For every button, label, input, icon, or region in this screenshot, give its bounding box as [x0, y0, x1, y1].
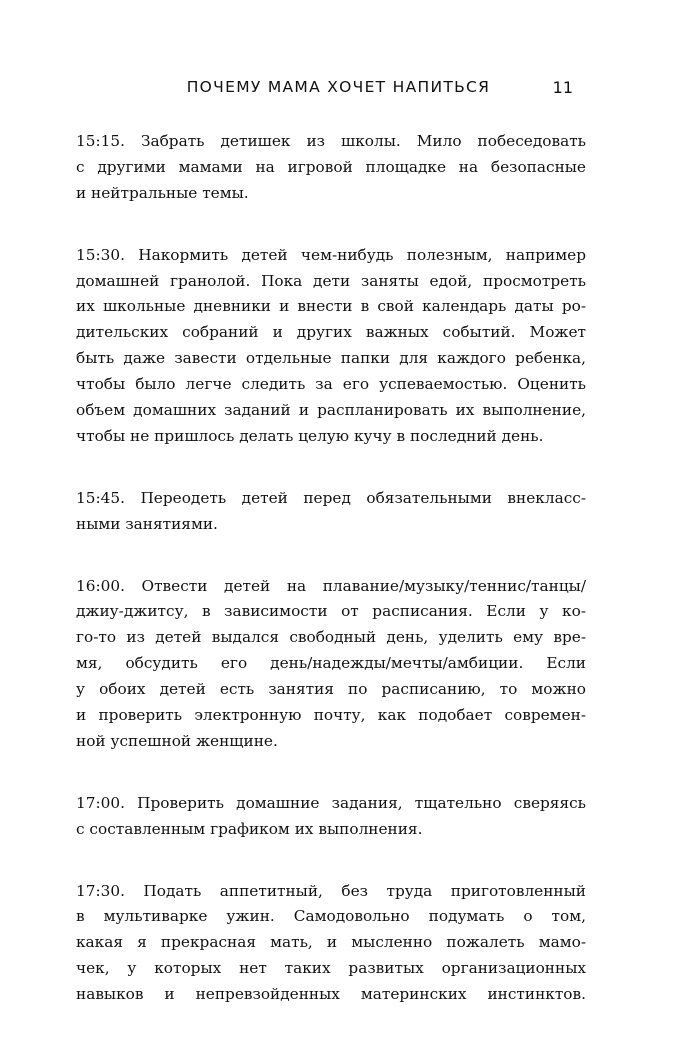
text-line: и проверить электронную почту, как подобает современ- — [76, 706, 586, 725]
page-number: 11 — [552, 78, 573, 97]
text-line: 15:30. Накормить детей чем-нибудь полезным, например — [76, 245, 586, 264]
text-line: 17:00. Проверить домашние задания, тщательно сверяясь — [76, 793, 586, 812]
text-line: объем домашних заданий и распланировать их выполнение, — [76, 401, 586, 420]
text-line: чек, у которых нет таких развитых организационных — [76, 959, 586, 978]
text-line: 15:15. Забрать детишек из школы. Мило побеседовать — [76, 132, 586, 150]
text-line: джиу-джитсу, в зависимости от расписания. Если у ко- — [76, 602, 586, 621]
text-line: с другими мамами на игровой площадке на безопасные — [76, 157, 586, 176]
text-line: с составленным графиком их выполнения. — [76, 819, 423, 838]
text-line: мя, обсудить его день/надежды/мечты/амбиции. Если — [76, 654, 586, 673]
text-line: в мультиварке ужин. Самодовольно подумать о том, — [76, 907, 586, 926]
text-line: ными занятиями. — [76, 514, 218, 533]
paragraph-1530 — [76, 243, 586, 450]
text-line: 17:30. Подать аппетитный, без труда приготовленный — [76, 881, 586, 900]
text-line: чтобы не пришлось делать целую кучу в последний день. — [76, 426, 544, 445]
text-line: дительских собраний и других важных событий. Может — [76, 323, 586, 342]
text-line: какая я прекрасная мать, и мысленно пожалеть мамо- — [76, 933, 586, 952]
paragraph-1730 — [76, 879, 586, 1008]
book-title: ПОЧЕМУ МАМА ХОЧЕТ НАПИТЬСЯ — [186, 78, 491, 96]
text-line: у обоих детей есть занятия по расписанию, то можно — [76, 680, 586, 699]
text-line: домашней гранолой. Пока дети заняты едой, просмотреть — [76, 271, 586, 290]
paragraph-1515 — [76, 129, 586, 207]
text-line: ной успешной женщине. — [76, 731, 278, 750]
text-line: навыков и непревзойденных материнских инстинктов. — [76, 985, 586, 1004]
paragraph-1700 — [76, 791, 586, 843]
text-line: го-то из детей выдался свободный день, уделить ему вре- — [76, 628, 586, 647]
body-text — [76, 129, 586, 1044]
text-line: чтобы было легче следить за его успеваемостью. Оценить — [76, 375, 586, 394]
paragraph-1545 — [76, 486, 586, 538]
text-line: их школьные дневники и внести в свой календарь даты ро- — [76, 297, 586, 316]
text-line: 15:45. Переодеть детей перед обязательными внекласс- — [76, 488, 586, 507]
running-head — [106, 78, 571, 108]
text-line: быть даже завести отдельные папки для каждого ребенка, — [76, 349, 586, 368]
text-line: и нейтральные темы. — [76, 183, 249, 202]
paragraph-1600 — [76, 574, 586, 755]
text-line: 16:00. Отвести детей на плавание/музыку/теннис/танцы/ — [76, 576, 586, 595]
